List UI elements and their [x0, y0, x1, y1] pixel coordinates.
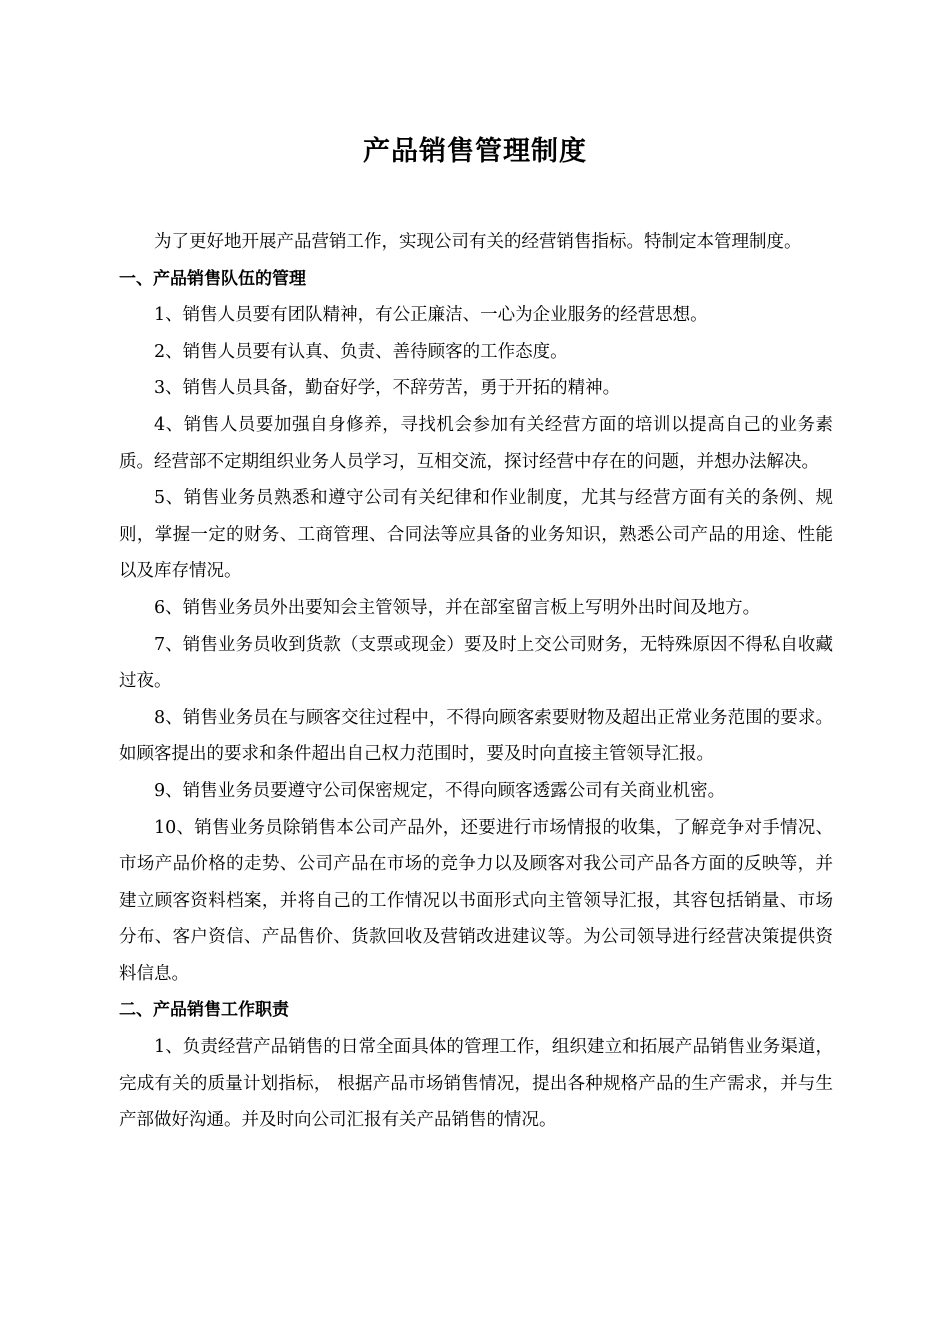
section-heading-2: 二、产品销售工作职责: [119, 1000, 289, 1021]
section-1-item-3: 3、销售人员具备，勤奋好学，不辞劳苦，勇于开拓的精神。: [154, 378, 621, 399]
section-1-item-4: 4、销售人员要加强自身修养，寻找机会参加有关经营方面的培训以提高自己的业务素质。经营部不定期组织业务人员学习，互相交流，探讨经营中存在的问题，并想办法解决。: [119, 414, 833, 472]
section-1-item-7: 7、销售业务员收到货款（支票或现金）要及时上交公司财务，无特殊原因不得私自收藏过夜。: [119, 634, 833, 692]
section-2-item-1: 1、负责经营产品销售的日常全面具体的管理工作，组织建立和拓展产品销售业务渠道，完成有关的质量计划指标， 根据产品市场销售情况，提出各种规格产品的生产需求，并与生产部做好沟通。并及时向公司汇报有关产品销售的情况。: [119, 1037, 833, 1131]
document-title: 产品销售管理制度: [363, 136, 587, 167]
section-heading-1: 一、产品销售队伍的管理: [119, 268, 306, 289]
section-1-item-1: 1、销售人员要有团队精神，有公正廉洁、一心为企业服务的经营思想。: [154, 305, 708, 326]
section-1-item-8: 8、销售业务员在与顾客交往过程中，不得向顾客索要财物及超出正常业务范围的要求。如顾客提出的要求和条件超出自己权力范围时，要及时向直接主管领导汇报。: [119, 707, 833, 765]
section-1-item-5: 5、销售业务员熟悉和遵守公司有关纪律和作业制度，尤其与经营方面有关的条例、规则，掌握一定的财务、工商管理、合同法等应具备的业务知识，熟悉公司产品的用途、性能以及库存情况。: [119, 488, 833, 582]
document-body: [119, 224, 833, 1139]
section-1-item-10: 10、销售业务员除销售本公司产品外，还要进行市场情报的收集，了解竞争对手情况、市场产品价格的走势、公司产品在市场的竞争力以及顾客对我公司产品各方面的反映等，并建立顾客资料档案，并将自己的工作情况以书面形式向主管领导汇报，其容包括销量、市场分布、客户资信、产品售价、货款回收及营销改进建议等。为公司领导进行经营决策提供资料信息。: [119, 817, 833, 984]
section-1-item-2: 2、销售人员要有认真、负责、善待顾客的工作态度。: [154, 341, 568, 362]
intro-paragraph: 为了更好地开展产品营销工作，实现公司有关的经营销售指标。特制定本管理制度。: [154, 232, 802, 252]
section-1-item-6: 6、销售业务员外出要知会主管领导，并在部室留言板上写明外出时间及地方。: [154, 597, 761, 618]
section-1-item-9: 9、销售业务员要遵守公司保密规定，不得向顾客透露公司有关商业机密。: [154, 780, 726, 801]
